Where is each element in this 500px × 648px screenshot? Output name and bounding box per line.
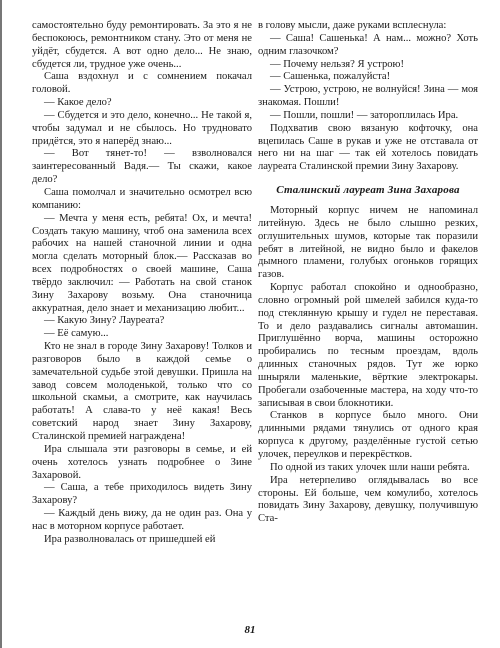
- paragraph: — Саша, а тебе приходилось видеть Зину Захарову?: [32, 482, 252, 507]
- paragraph: Кто не знал в городе Зину Захарову! Толков и разговоров было в каждой семье о замечательной судьбе этой девушки. Пришла на завод совсем молоденькой, только что со школьной скамьи, а смотрите, как научилась работать! А слава-то у неё какая! Весь советский народ знает Зину Захарову, Сталинской премией награждена!: [32, 341, 252, 442]
- paragraph: — Какое дело?: [44, 97, 112, 109]
- paragraph: Корпус работал спокойно и однообразно, словно огромный рой шмелей забился куда-то под стеклянную крышу и гудел не переставая. То и дело раздавались сигналы автомашин. Приглушённо ворча, машины осторожно пробирались по тесным проездам, вдоль длинных станочных рядов. Тут же юрко шныряли маленькие, вёрткие электрокары. Пробегали озабоченные мастера, на ходу что-то записывая в свои блокнотики.: [258, 282, 478, 409]
- paragraph: в голову мысли, даже руками всплеснула:: [258, 20, 447, 31]
- paragraph: — Пошли, пошли! — затороплилась Ира.: [270, 109, 459, 121]
- left-column: [32, 20, 252, 547]
- paragraph: — Сашенька, пожалуйста!: [270, 71, 391, 83]
- paragraph: — Почему нельзя? Я устрою!: [270, 58, 404, 70]
- page-number: 81: [244, 624, 256, 636]
- paragraph: — Устрою, устрою, не волнуйся! Зина — моя знакомая. Пошли!: [258, 84, 478, 109]
- paragraph: Станков в корпусе было много. Они длинными рядами тянулись от одного края корпуса к другому, разделённые густой сетью улочек, переулков и перекрёстков.: [258, 410, 478, 460]
- paragraph: — Какую Зину? Лауреата?: [44, 315, 165, 327]
- paragraph: Ира слышала эти разговоры в семье, и ей очень хотелось узнать подробнее о Зине Захаровой.: [32, 443, 252, 481]
- paragraph: — Сбудется и это дело, конечно... Не такой я, чтобы задумал и не сбылось. Но трудновато придётся, это я наперёд знаю...: [32, 109, 252, 147]
- paragraph: — Её самую...: [44, 328, 109, 340]
- paragraph: Саша вздохнул и с сомнением покачал головой.: [32, 71, 252, 96]
- paragraph: самостоятельно буду ремонтировать. За это я не беспокоюсь, ремонтником стану. Это от меня не уйдёт, сбудется. А вот одно дело... Не знаю, сбудется ли, трудное уже очень...: [32, 20, 252, 70]
- right-column: [258, 20, 478, 526]
- paragraph: — Мечта у меня есть, ребята! Ох, и мечта! Создать такую машину, чтоб она заменила всех рабочих на нашей станочной линии и одна могла сделать моторный блок.— Рассказав во всех подробностях о своей машине, Саша твёрдо заключил: — Работать на свой станок Зину Захарову возьму. Она станочница аккуратная, дело знает и механизацию любит...: [32, 212, 252, 314]
- page-edge-shadow: [0, 0, 2, 648]
- paragraph: Моторный корпус ничем не напоминал литейную. Здесь не было слышно резких, оглушительных шумов, которые так поразили ребят в литейной, не видно было и факелов дымного пламени, голубых огоньков горящих газов.: [258, 204, 478, 281]
- paragraph: Ира нетерпеливо оглядывалась во все стороны. Ей больше, чем комулибо, хотелось повидать Зину Захарову, девушку, получившую Ста-: [258, 474, 478, 525]
- paragraph: Подхватив свою вязаную кофточку, она вцепилась Саше в рукав и уже не отставала от него ни на шаг — так ей хотелось повидать лауреата Сталинской премии Зину Захарову.: [258, 122, 478, 173]
- section-heading: Сталинский лауреат Зина Захарова: [276, 184, 460, 197]
- paragraph: — Каждый день вижу, да не один раз. Она у нас в моторном корпусе работает.: [32, 508, 252, 532]
- paragraph: Саша помолчал и значительно осмотрел всю компанию:: [32, 186, 252, 211]
- paragraph: По одной из таких улочек шли наши ребята.: [270, 461, 470, 473]
- paragraph: Ира разволновалась от пришедшей ей: [44, 533, 216, 545]
- paragraph: — Саша! Сашенька! А нам... можно? Хоть одним глазочком?: [258, 32, 478, 57]
- paragraph: — Вот тянет-то! — взволновался заинтересованный Вадя.— Ты скажи, какое дело?: [32, 148, 252, 186]
